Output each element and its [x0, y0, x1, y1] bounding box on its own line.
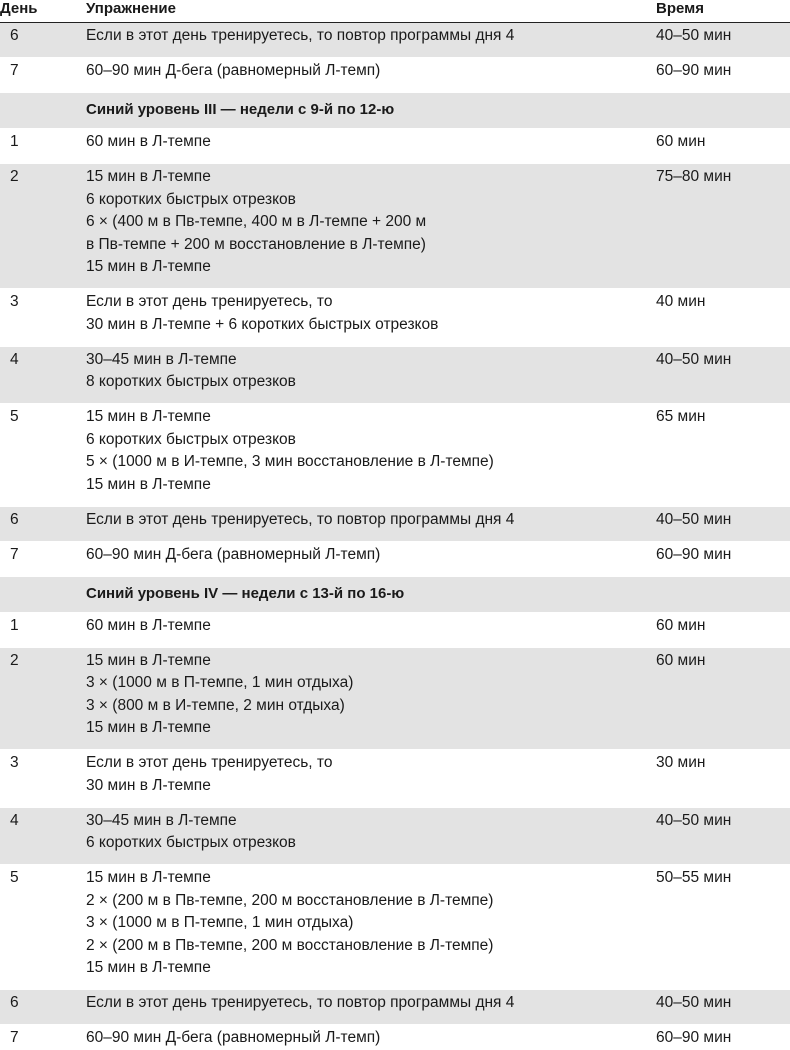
exercise-line: 2 × (200 м в Пв-темпе, 200 м восстановление в Л-темпе): [86, 936, 494, 954]
exercise-cell: [86, 406, 646, 496]
table-header: [0, 0, 790, 23]
day-cell: 6: [10, 994, 19, 1011]
day-cell: 2: [10, 651, 19, 669]
time-cell: 60 мин: [656, 133, 706, 150]
time-cell: 40–50 мин: [656, 350, 732, 368]
exercise-cell: [86, 349, 646, 394]
exercise-line: 6 коротких быстрых отрезков: [86, 190, 296, 208]
day-cell: 1: [10, 616, 19, 634]
exercise-line: 60 мин в Л-темпе: [86, 133, 211, 150]
day-cell: 5: [10, 408, 19, 425]
exercise-line: 3 × (1000 м в П-темпе, 1 мин отдыха): [86, 674, 354, 691]
exercise-cell: [86, 25, 646, 48]
table-row: [0, 164, 790, 289]
table-row: [0, 58, 790, 93]
time-cell: 75–80 мин: [656, 168, 732, 185]
exercise-line: Если в этот день тренируетесь, то повтор программы дня 4: [86, 510, 515, 528]
exercise-cell: [86, 60, 646, 83]
exercise-line: 3 × (800 м в И-темпе, 2 мин отдыха): [86, 696, 345, 714]
exercise-cell: [86, 509, 646, 532]
day-cell: 3: [10, 293, 19, 310]
exercise-line: 30 мин в Л-темпе + 6 коротких быстрых отрезков: [86, 315, 439, 333]
exercise-cell: [86, 1027, 646, 1050]
exercise-line: 15 мин в Л-темпе: [86, 869, 211, 886]
exercise-line: 2 × (200 м в Пв-темпе, 200 м восстановление в Л-темпе): [86, 891, 494, 909]
time-cell: 50–55 мин: [656, 869, 732, 886]
exercise-line: 15 мин в Л-темпе: [86, 168, 211, 185]
time-cell: 60 мин: [656, 651, 706, 669]
exercise-line: 6 коротких быстрых отрезков: [86, 430, 296, 448]
header-exercise: Упражнение: [86, 0, 176, 17]
day-cell: 2: [10, 168, 19, 185]
exercise-line: 30–45 мин в Л-темпе: [86, 811, 237, 829]
exercise-line: 60 мин в Л-темпе: [86, 616, 211, 634]
exercise-line: 30 мин в Л-темпе: [86, 776, 211, 794]
header-day: День: [0, 0, 38, 17]
time-cell: 65 мин: [656, 408, 706, 425]
table-row: [0, 750, 790, 808]
time-cell: 40–50 мин: [656, 994, 732, 1011]
exercise-line: 8 коротких быстрых отрезков: [86, 373, 296, 390]
exercise-line: 15 мин в Л-темпе: [86, 408, 211, 425]
exercise-cell: [86, 615, 646, 638]
day-cell: 4: [10, 350, 19, 368]
section-title: Синий уровень III — недели с 9-й по 12-ю: [86, 101, 395, 118]
table-row: [0, 23, 790, 58]
time-cell: 30 мин: [656, 754, 706, 771]
table-row: [0, 507, 790, 542]
exercise-line: 60–90 мин Д-бега (равномерный Л-темп): [86, 545, 381, 563]
time-cell: 40–50 мин: [656, 510, 732, 528]
day-cell: 6: [10, 27, 19, 44]
header-time: Время: [656, 0, 704, 17]
exercise-cell: [86, 544, 646, 567]
section-heading-row: [0, 93, 790, 129]
exercise-cell: [86, 810, 646, 855]
exercise-line: Если в этот день тренируетесь, то: [86, 754, 333, 771]
table-row: [0, 613, 790, 648]
exercise-line: 15 мин в Л-темпе: [86, 651, 211, 669]
exercise-line: 15 мин в Л-темпе: [86, 475, 211, 493]
table-row: [0, 542, 790, 577]
time-cell: 40 мин: [656, 293, 706, 310]
table-row: [0, 648, 790, 751]
exercise-line: 3 × (1000 м в П-темпе, 1 мин отдыха): [86, 914, 354, 931]
exercise-line: 60–90 мин Д-бега (равномерный Л-темп): [86, 62, 381, 79]
day-cell: 6: [10, 510, 19, 528]
exercise-cell: [86, 650, 646, 740]
exercise-cell: [86, 291, 646, 336]
section-heading-row: [0, 577, 790, 613]
exercise-line: 6 коротких быстрых отрезков: [86, 834, 296, 851]
exercise-cell: [86, 752, 646, 797]
section-title: Синий уровень IV — недели с 13-й по 16-ю: [86, 584, 405, 602]
table-row: [0, 808, 790, 866]
exercise-line: 6 × (400 м в Пв-темпе, 400 м в Л-темпе + 200 м: [86, 213, 427, 230]
exercise-line: Если в этот день тренируетесь, то повтор программы дня 4: [86, 994, 515, 1011]
time-cell: 60–90 мин: [656, 545, 732, 563]
time-cell: 60–90 мин: [656, 1029, 732, 1046]
table-row: [0, 404, 790, 507]
exercise-line: 15 мин в Л-темпе: [86, 719, 211, 736]
day-cell: 7: [10, 1029, 19, 1046]
table-row: [0, 129, 790, 164]
table-row: [0, 347, 790, 405]
day-cell: 1: [10, 133, 19, 150]
exercise-line: Если в этот день тренируетесь, то: [86, 293, 333, 310]
exercise-cell: [86, 992, 646, 1015]
exercise-cell: [86, 131, 646, 154]
day-cell: 5: [10, 869, 19, 886]
exercise-line: 60–90 мин Д-бега (равномерный Л-темп): [86, 1029, 381, 1046]
table-row: [0, 1025, 790, 1050]
time-cell: 60 мин: [656, 616, 706, 634]
day-cell: 3: [10, 754, 19, 771]
exercise-line: 15 мин в Л-темпе: [86, 959, 211, 976]
time-cell: 60–90 мин: [656, 62, 732, 79]
day-cell: 4: [10, 811, 19, 829]
exercise-cell: [86, 867, 646, 980]
exercise-line: 30–45 мин в Л-темпе: [86, 350, 237, 368]
day-cell: 7: [10, 545, 19, 563]
exercise-line: в Пв-темпе + 200 м восстановление в Л-темпе): [86, 235, 426, 253]
exercise-cell: [86, 166, 646, 279]
exercise-line: 15 мин в Л-темпе: [86, 258, 211, 275]
time-cell: 40–50 мин: [656, 811, 732, 829]
time-cell: 40–50 мин: [656, 27, 732, 44]
day-cell: 7: [10, 62, 19, 79]
exercise-line: Если в этот день тренируетесь, то повтор программы дня 4: [86, 27, 515, 44]
table-row: [0, 990, 790, 1025]
table-row: [0, 289, 790, 347]
exercise-line: 5 × (1000 м в И-темпе, 3 мин восстановление в Л-темпе): [86, 453, 494, 470]
table-row: [0, 865, 790, 990]
